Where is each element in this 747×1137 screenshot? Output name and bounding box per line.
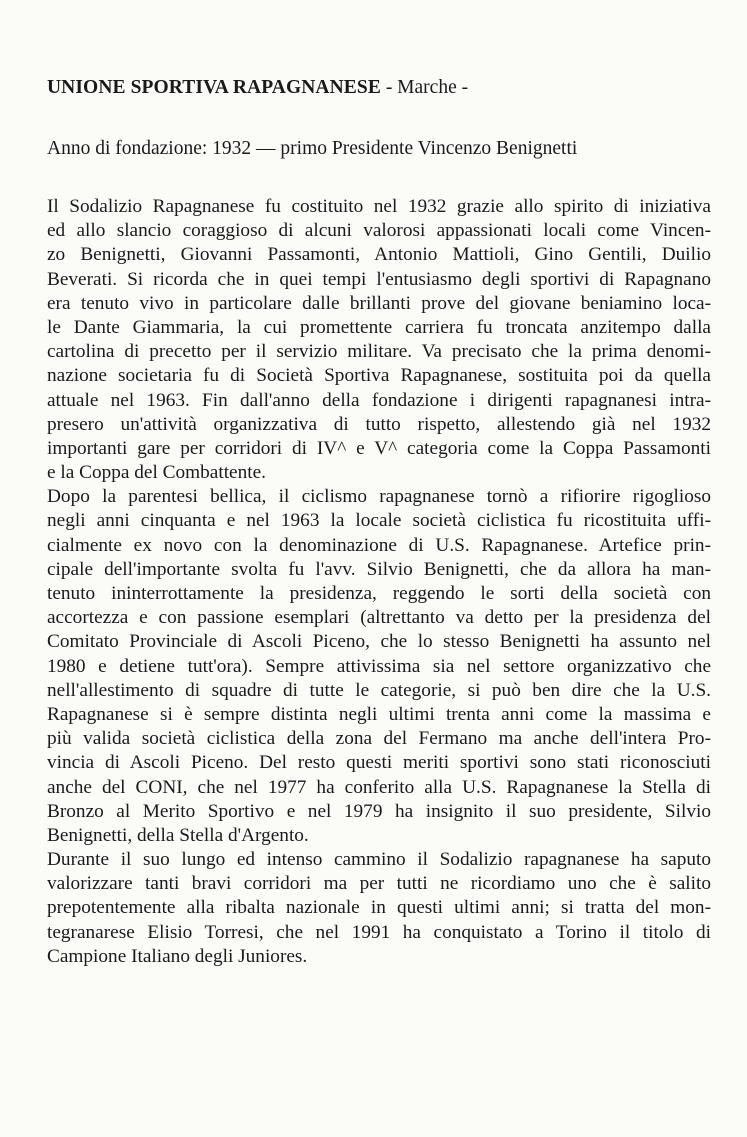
text-line: anche del CONI, che nel 1977 ha conferito alla U.S. Rapagnanese la Stella di: [47, 776, 711, 798]
text-line: cialmente ex novo con la denominazione di U.S. Rapagnanese. Artefice prin-: [47, 534, 711, 556]
text-line: cartolina di precetto per il servizio militare. Va precisato che la prima denomi-: [47, 341, 711, 363]
text-line: vincia di Ascoli Piceno. Del resto questi meriti sportivi sono stati riconosciuti: [47, 752, 711, 774]
text-line: 1980 e detiene tutt'ora). Sempre attivissima sia nel settore organizzativo che: [47, 655, 711, 677]
text-line: presero un'attività organizzativa di tutto rispetto, allestendo già nel 1932: [47, 413, 711, 435]
text-line: era tenuto vivo in particolare dalle brillanti prove del giovane beniamino loca-: [47, 292, 711, 314]
text-line: Comitato Provinciale di Ascoli Piceno, che lo stesso Benignetti ha assunto nel: [47, 631, 711, 653]
text-line: accortezza e con passione esemplari (altrettanto va detto per la presidenza del: [47, 607, 711, 629]
text-line: zo Benignetti, Giovanni Passamonti, Antonio Mattioli, Gino Gentili, Duilio: [47, 244, 711, 266]
body-text: [47, 195, 711, 969]
club-name: UNIONE SPORTIVA RAPAGNANESE: [47, 77, 381, 98]
text-line: Campione Italiano degli Juniores.: [47, 945, 308, 967]
text-line: valorizzare tanti bravi corridori ma per tutti ne ricordiamo uno che è salito: [47, 873, 711, 895]
text-line: le Dante Giammaria, la cui promettente carriera fu troncata anzitempo dalla: [47, 316, 711, 338]
text-line: cipale dell'importante svolta fu l'avv. Silvio Benignetti, che da allora ha man-: [47, 558, 711, 580]
region-label: - Marche -: [380, 77, 469, 98]
text-line: tenuto ininterrottamente la presidenza, reggendo le sorti della società con: [47, 583, 711, 604]
text-line: Beverati. Si ricorda che in quei tempi l'entusiasmo degli sportivi di Rapagnano: [47, 268, 711, 290]
founding-info: Anno di fondazione: 1932 — primo Presidente Vincenzo Benignetti: [47, 138, 578, 159]
text-line: Bronzo al Merito Sportivo e nel 1979 ha insignito il suo presidente, Silvio: [47, 800, 711, 822]
text-line: tegranarese Elisio Torresi, che nel 1991 ha conquistato a Torino il titolo di: [47, 921, 711, 943]
text-line: attuale nel 1963. Fin dall'anno della fondazione i dirigenti rapagnanesi intra-: [47, 389, 711, 411]
text-line: Benignetti, della Stella d'Argento.: [47, 824, 309, 846]
document-title: [47, 76, 468, 100]
text-line: importanti gare per corridori di IV^ e V^ categoria come la Coppa Passamonti: [47, 437, 711, 459]
text-line: e la Coppa del Combattente.: [47, 462, 266, 484]
text-line: Durante il suo lungo ed intenso cammino il Sodalizio rapagnanese ha saputo: [47, 849, 711, 871]
text-line: Rapagnanese si è sempre distinta negli ultimi trenta anni come la massima e: [47, 703, 711, 725]
text-line: negli anni cinquanta e nel 1963 la locale società ciclistica fu ricostituita uffi-: [47, 510, 711, 532]
text-line: ed allo slancio coraggioso di alcuni valorosi appassionati locali come Vincen-: [47, 220, 711, 242]
text-line: Il Sodalizio Rapagnanese fu costituito nel 1932 grazie allo spirito di iniziativa: [47, 196, 711, 217]
text-line: prepotentemente alla ribalta nazionale in questi ultimi anni; si tratta del mon-: [47, 897, 711, 919]
text-line: più valida società ciclistica della zona del Fermano ma anche dell'intera Pro-: [47, 728, 711, 750]
text-line: nell'allestimento di squadre di tutte le categorie, si può ben dire che la U.S.: [47, 679, 711, 701]
text-line: nazione societaria fu di Società Sportiva Rapagnanese, sostituita poi da quella: [47, 365, 711, 387]
text-line: Dopo la parentesi bellica, il ciclismo rapagnanese tornò a rifiorire rigoglioso: [47, 486, 711, 508]
